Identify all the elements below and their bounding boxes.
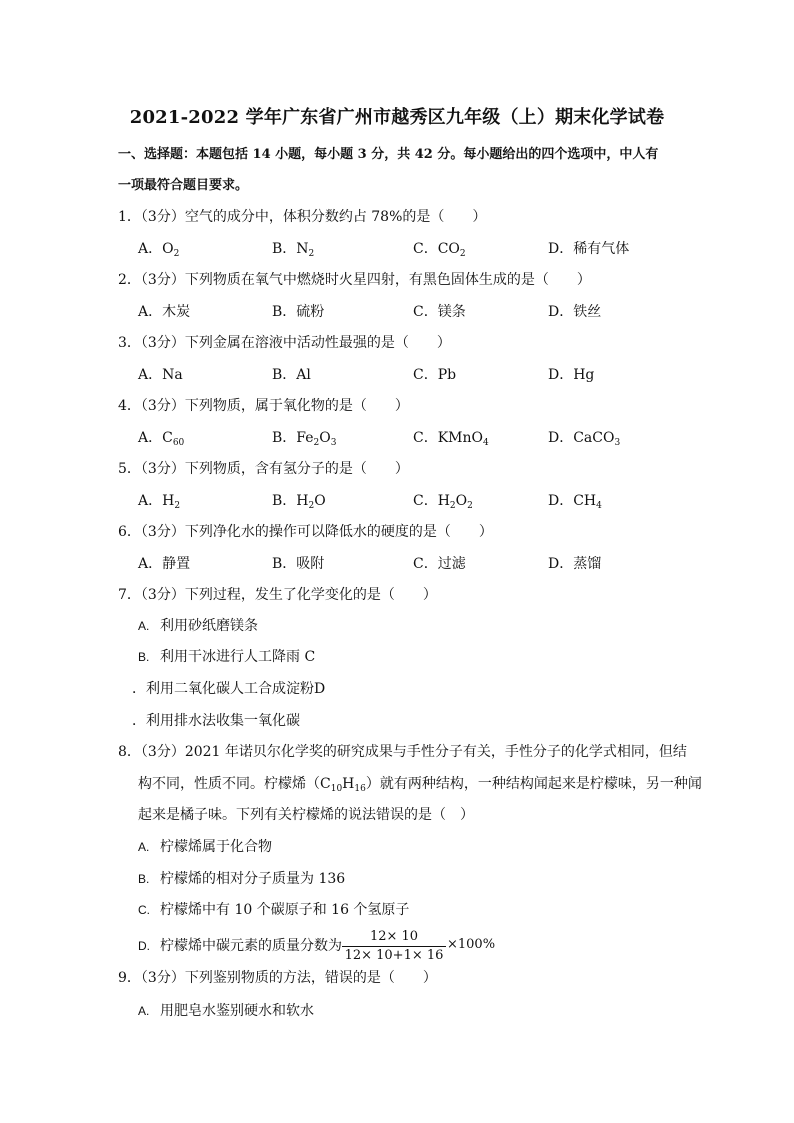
- question-7-option-a: A. 利用砂纸磨镁条: [138, 618, 258, 634]
- section-heading: 一、选择题：本题包括 14 小题，每小题 3 分，共 42 分。每小题给出的四个选项中，中人有: [118, 147, 659, 162]
- fraction-numerator: 12× 10: [342, 929, 446, 947]
- question-6-option-b: B．吸附: [272, 556, 325, 572]
- question-6-option-a: A．静置: [138, 556, 191, 572]
- question-3-option-a: A．Na: [138, 367, 183, 383]
- question-8-option-d: D. 柠檬烯中碳元素的质量分数为: [138, 938, 342, 954]
- fraction-denominator: 12× 10+1× 16: [344, 948, 444, 963]
- question-3-stem: 3．（3分）下列金属在溶液中活动性最强的是（ ）: [118, 335, 451, 351]
- question-9-stem: 9．（3分）下列鉴别物质的方法，错误的是（ ）: [118, 970, 437, 986]
- question-7-option-c: ．利用二氧化碳人工合成淀粉D: [132, 681, 326, 697]
- question-2-option-d: D．铁丝: [548, 304, 602, 320]
- question-7-stem: 7．（3分）下列过程，发生了化学变化的是（ ）: [118, 587, 437, 603]
- question-4-stem: 4．（3分）下列物质，属于氧化物的是（ ）: [118, 398, 409, 414]
- question-8-option-a: A. 柠檬烯属于化合物: [138, 839, 272, 855]
- question-8-stem-line-2: 构不同，性质不同。柠檬烯$(C_{10}H_{16})$就有两种结构，一种结构闻起来是柠檬味，另一种闻: [138, 776, 702, 794]
- question-6-option-c: C．过滤: [413, 556, 466, 572]
- question-6-option-d: D．蒸馏: [548, 556, 602, 572]
- question-5-stem: 5．（3分）下列物质，含有氢分子的是（ ）: [118, 461, 409, 477]
- question-9-option-a: A. 用肥皂水鉴别硬水和软水: [138, 1003, 314, 1019]
- question-1-option-d: D．稀有气体: [548, 241, 630, 257]
- question-8-option-c: C. 柠檬烯中有 10 个碳原子和 16 个氢原子: [138, 902, 410, 918]
- fraction-multiplier: ×100%: [447, 937, 496, 952]
- section-heading-cont: 一项最符合题目要求。: [118, 178, 249, 193]
- question-8-stem-line-1: 8．（3分）2021 年诺贝尔化学奖的研究成果与手性分子有关，手性分子的化学式相同，但结: [118, 744, 687, 760]
- question-7-option-d: ．利用排水法收集一氧化碳: [132, 713, 300, 729]
- mass-fraction-formula: [342, 929, 446, 964]
- question-7-option-b: B. 利用干冰进行人工降雨 C: [138, 649, 316, 665]
- question-5-option-b: B．$H_2O$: [272, 493, 326, 511]
- question-6-stem: 6．（3分）下列净化水的操作可以降低水的硬度的是（ ）: [118, 524, 493, 540]
- question-8-option-b: B. 柠檬烯的相对分子质量为 136: [138, 871, 346, 887]
- question-5-option-a: A．$H_2$: [138, 493, 181, 511]
- question-2-option-b: B．硫粉: [272, 304, 325, 320]
- question-1-option-c: C．$CO_2$: [413, 241, 466, 259]
- question-2-stem: 2．（3分）下列物质在氧气中燃烧时火星四射，有黑色固体生成的是（ ）: [118, 272, 591, 288]
- question-4-option-c: C．KMnO$_4$: [413, 430, 489, 448]
- question-2-option-c: C．镁条: [413, 304, 466, 320]
- question-1-option-a: A．$O_2$: [138, 241, 180, 259]
- question-4-option-a: A．$C_{60}$: [138, 430, 185, 448]
- question-3-option-c: C．Pb: [413, 367, 457, 383]
- question-1-stem: 1．（3分）空气的成分中，体积分数约占 78%的是（ ）: [118, 209, 487, 225]
- question-4-option-d: D．CaCO$_3$: [548, 430, 621, 448]
- question-5-option-c: C．$H_2O_2$: [413, 493, 473, 511]
- page-title: 2021-2022 学年广东省广州市越秀区九年级（上）期末化学试卷: [129, 107, 665, 128]
- question-8-stem-line-3: 起来是橘子味。下列有关柠檬烯的说法错误的是（ ）: [138, 807, 474, 823]
- question-5-option-d: D．$CH_4$: [548, 493, 602, 511]
- question-4-option-b: B．$Fe_2O_3$: [272, 430, 337, 448]
- question-2-option-a: A．木炭: [138, 304, 191, 320]
- question-1-option-b: B．$N_2$: [272, 241, 315, 259]
- question-3-option-b: B．Al: [272, 367, 311, 383]
- question-3-option-d: D．Hg: [548, 367, 595, 383]
